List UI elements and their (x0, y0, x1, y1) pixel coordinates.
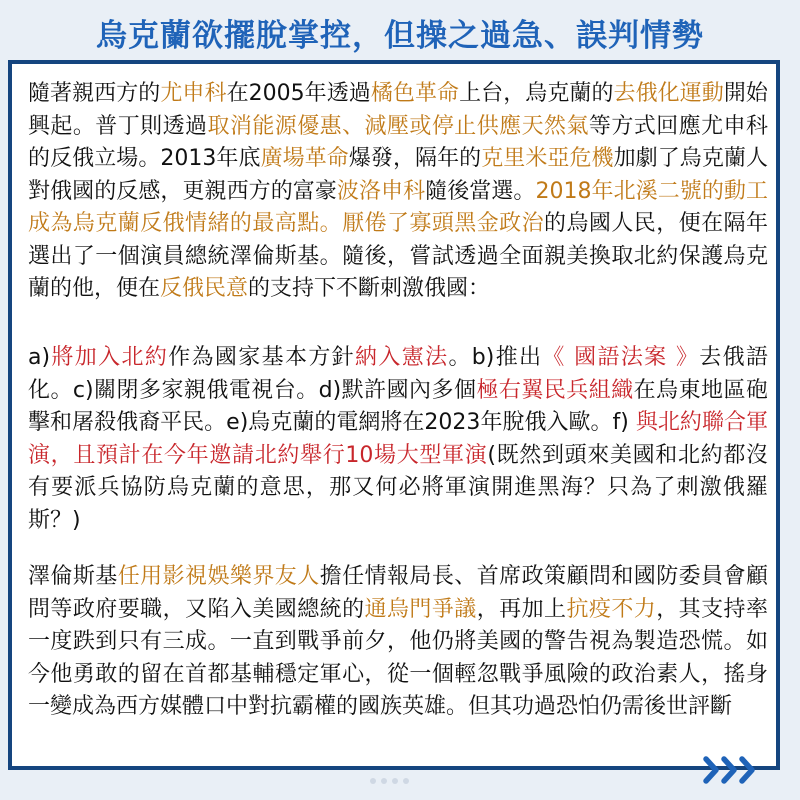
highlight-segment: 極右翼民兵組織 (476, 377, 634, 403)
text-segment: 等方式回應尤申科的反俄立場。2013年底 (28, 113, 768, 171)
highlight-segment: 2018年北溪二號的動工成為烏克蘭反俄情緒的最高點。 (28, 178, 768, 236)
text-segment: 在2005年透過 (226, 81, 371, 106)
highlight-segment: 將加入北約 (50, 345, 169, 370)
highlight-segment: 與北約聯合軍演，且預計在今年邀請北約舉行10場大型軍演 (28, 410, 768, 468)
highlight-segment: 克里米亞危機 (481, 146, 614, 171)
text-segment: 的支持下不斷刺激俄國： (248, 276, 491, 301)
text-segment: 爆發，隔年的 (348, 146, 482, 171)
highlight-segment: 尤申科 (160, 81, 227, 106)
highlight-segment: 取消能源優惠、減壓或停止供應天然氣 (207, 113, 589, 139)
paragraph-background (28, 78, 768, 306)
highlight-segment: 任用影視娛樂界友人 (117, 564, 320, 589)
text-segment: ，再加上 (476, 596, 567, 622)
highlight-segment: 厭倦了寡頭黑金政治 (342, 211, 545, 236)
highlight-segment: 《 國語法案 》 (542, 345, 700, 370)
highlight-segment: 反俄民意 (160, 276, 249, 301)
text-segment: ，其支持率一度跌到只有三成。一直到戰爭前夕，他仍將美國的警告視為製造恐慌。如今他勇敢的留在首都基輔穩定軍心，從一個輕忽戰爭風險的政治素人，搖身一變成為西方媒體口中對抗霸權的國族英雄。但其功過恐怕仍需後世評斷 (28, 596, 768, 719)
text-segment: a) (28, 345, 51, 370)
paragraph-provocations (28, 342, 768, 537)
paragraph-zelensky (28, 561, 768, 724)
highlight-segment: 波洛申科 (336, 178, 426, 204)
text-segment: 作為國家基本方針 (168, 345, 356, 370)
text-segment: 去俄語化。c)關閉多家親俄電視台。d)默許國內多個 (28, 345, 768, 403)
highlight-segment: 通烏門爭議 (364, 596, 477, 622)
text-segment: 隨後當選。 (425, 178, 536, 204)
text-segment: 。b)推出 (448, 345, 543, 370)
text-segment: 的烏國人民，便在隔年選出了一個演員總統澤倫斯基。隨後，嘗試透過全面親美換取北約保護烏克蘭的他，便在 (28, 211, 768, 301)
text-segment: 澤倫斯基 (28, 564, 118, 589)
text-segment: 上台，烏克蘭的 (459, 81, 614, 106)
text-segment: (既然到頭來美國和北約都沒有要派兵協防烏克蘭的意思，那又何必將軍演開進黑海？只為了刺激俄羅斯？) (28, 442, 768, 533)
highlight-segment: 廣場革命 (260, 146, 349, 171)
text-segment: 在烏東地區砲擊和屠殺俄裔平民。e)烏克蘭的電網將在2023年脫俄入歐。f) (28, 377, 768, 435)
content-box (8, 60, 780, 770)
next-page-icon[interactable] (700, 752, 762, 792)
highlight-segment: 納入憲法 (355, 345, 449, 370)
page-title: 烏克蘭欲擺脫掌控，但操之過急、誤判情勢 (96, 18, 704, 54)
highlight-segment: 橘色革命 (370, 81, 460, 106)
text-segment: 擔任情報局長、首席政策顧問和國防委員會顧問等政府要職，又陷入美國總統的 (28, 564, 768, 622)
highlight-segment: 去俄化運動 (613, 81, 724, 106)
text-segment: 加劇了烏克蘭人對俄國的反感，更親西方的富豪 (28, 146, 768, 204)
highlight-segment: 抗疫不力 (566, 596, 657, 622)
carousel-dots (370, 778, 409, 784)
text-segment: 隨著親西方的 (28, 81, 161, 106)
text-segment: 開始興起。普丁則透過 (28, 81, 768, 139)
